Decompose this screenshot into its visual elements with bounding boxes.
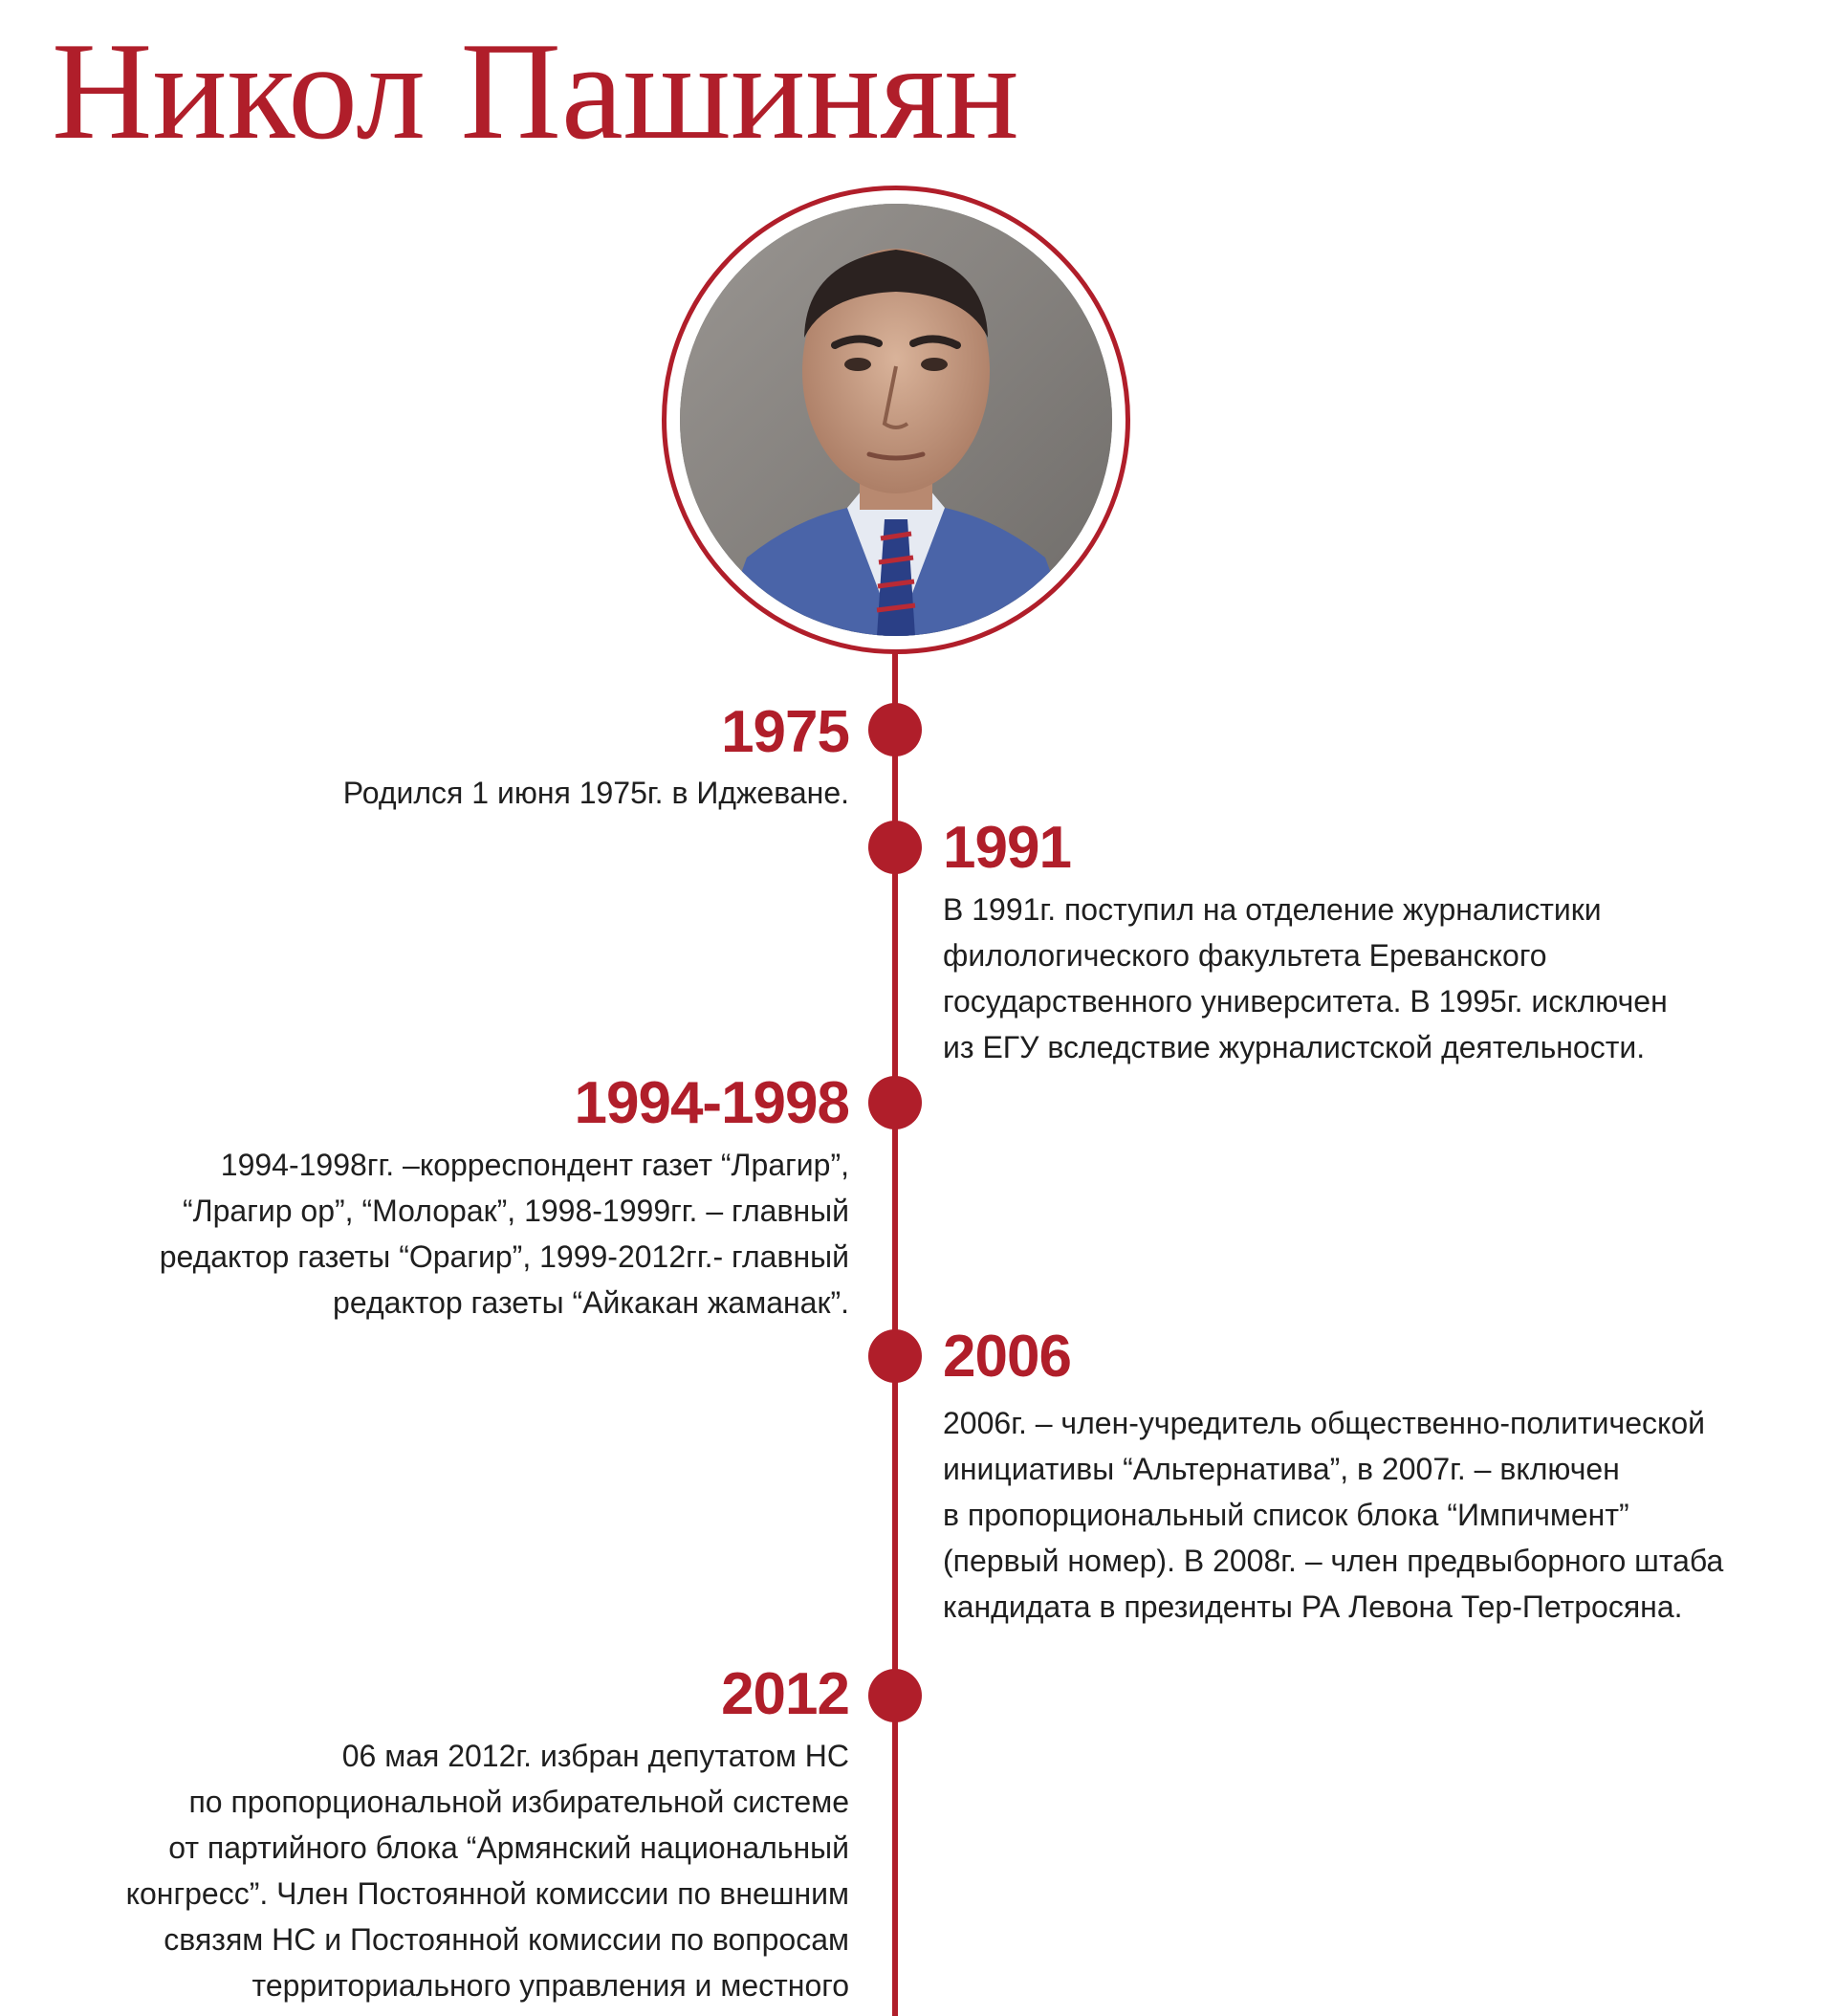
page-title: Никол Пашинян: [52, 13, 1019, 168]
timeline-dot-1975: [868, 703, 922, 756]
portrait-frame: [662, 186, 1130, 654]
timeline-year-2006: 2006: [943, 1324, 1071, 1390]
timeline-text-1991: В 1991г. поступил на отделение журналистики филологического факультета Ереванского государственного университета. В 1995г. исключен из ЕГУ вследствие журналистской деятельности.: [943, 892, 1668, 1064]
timeline-dot-1991: [868, 821, 922, 874]
timeline-text-2012: 06 мая 2012г. избран депутатом НС по пропорциональной избирательной системе от партийного блока “Армянский национальный конгресс”. Член Постоянной комиссии по внешним связям НС и Постоянной комиссии по вопросам территориального управления и местного: [125, 1739, 849, 2003]
timeline-year-1994-1998: 1994-1998: [574, 1070, 849, 1136]
timeline-text-1975: Родился 1 июня 1975г. в Иджеване.: [342, 776, 849, 810]
timeline-text-1994-1998: 1994-1998гг. –корреспондент газет “Лрагир”, “Лрагир ор”, “Молорак”, 1998-1999гг. – главный редактор газеты “Орагир”, 1999-2012гг.- главный редактор газеты “Айкакан жаманак”.: [159, 1148, 849, 1320]
timeline-year-1975: 1975: [721, 699, 849, 765]
timeline-year-1991: 1991: [943, 815, 1071, 881]
timeline-text-2006: 2006г. – член-учредитель общественно-политической инициативы “Альтернатива”, в 2007г. – включен в пропорциональный список блока “Импичмент” (первый номер). В 2008г. – член предвыборного штаба кандидата в президенты РА Левона Тер-Петросяна.: [943, 1406, 1724, 1624]
portrait-illustration: [680, 204, 1112, 636]
timeline-dot-2006: [868, 1329, 922, 1383]
timeline-dot-2012: [868, 1669, 922, 1722]
timeline-dot-1994-1998: [868, 1076, 922, 1129]
portrait-photo: [680, 204, 1112, 636]
timeline-year-2012: 2012: [721, 1661, 849, 1727]
